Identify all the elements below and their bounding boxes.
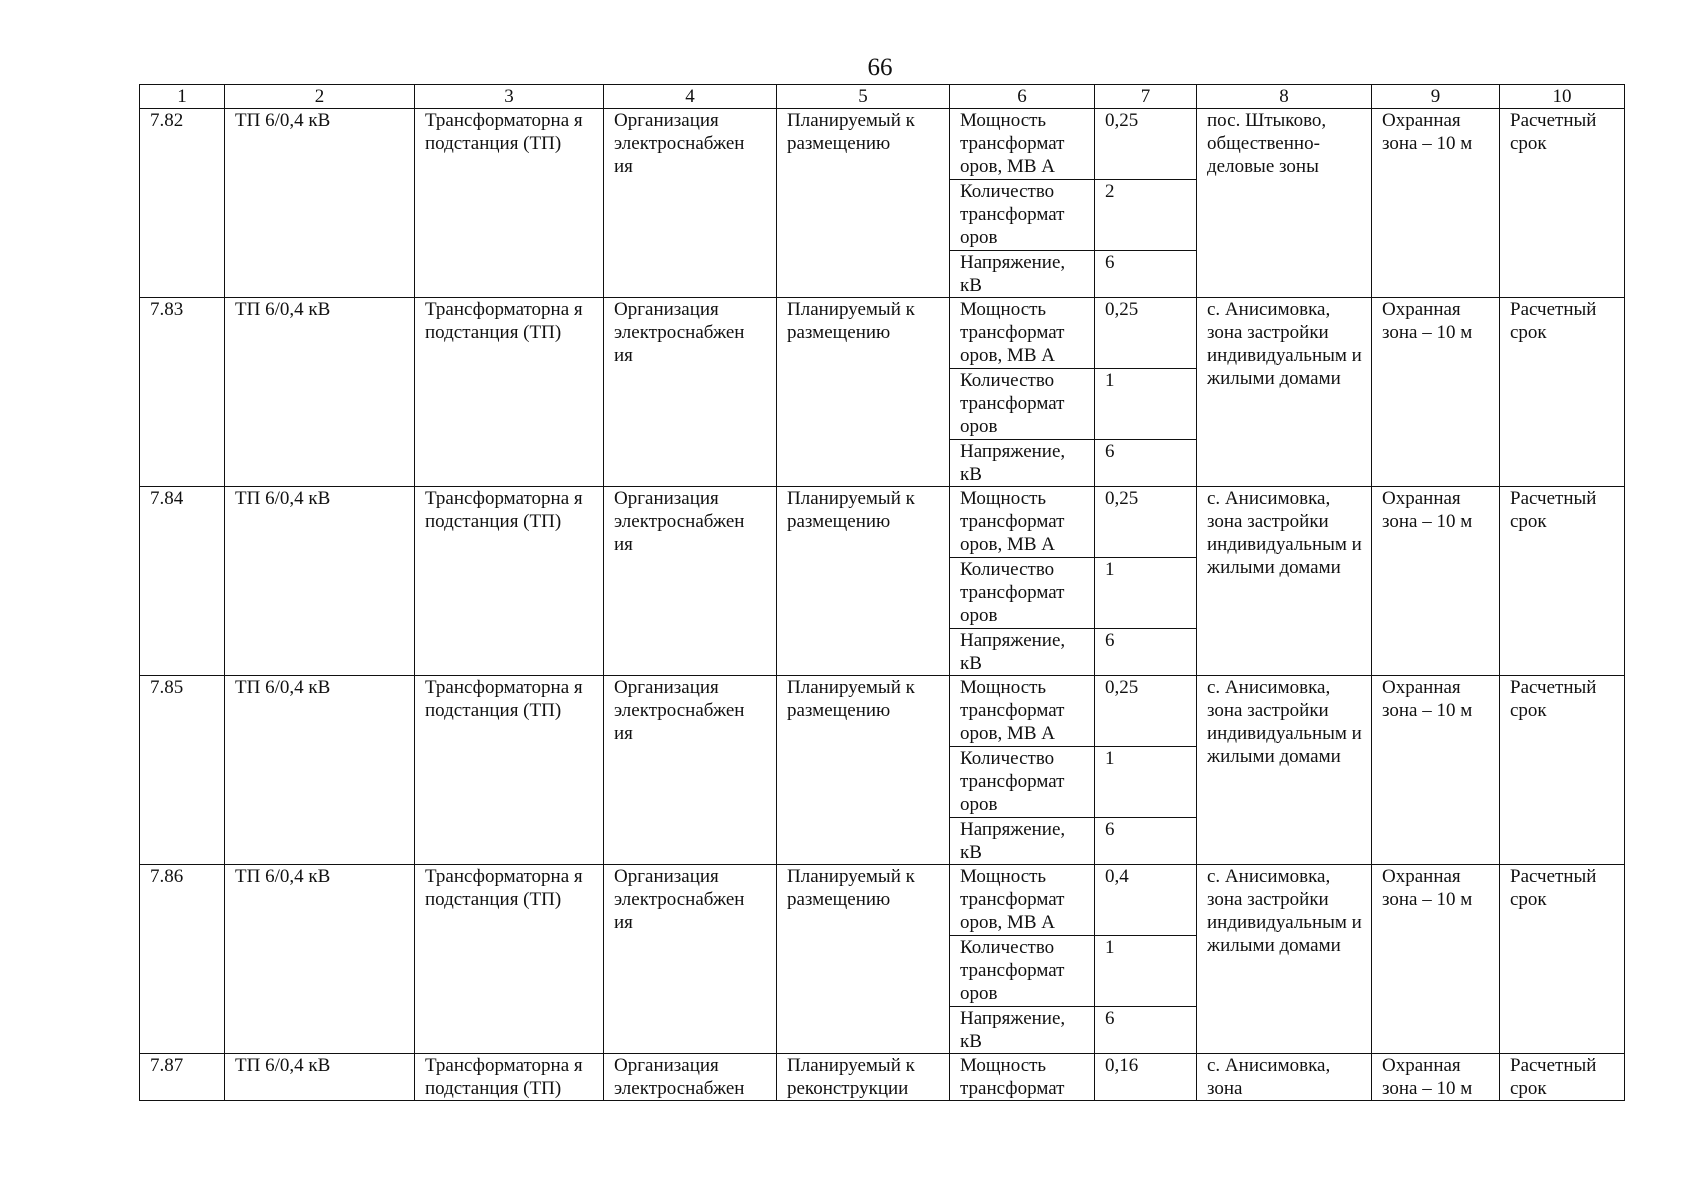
column-number: 1 xyxy=(140,85,225,109)
parameter-name: Количество трансформат оров xyxy=(950,369,1095,440)
parameter-value: 6 xyxy=(1095,818,1197,865)
page-number: 66 xyxy=(867,54,893,81)
parameter-name: Мощность трансформат оров, МВ А xyxy=(950,865,1095,936)
row-number: 7.83 xyxy=(140,298,225,487)
table-row xyxy=(140,676,1625,747)
parameter-value: 6 xyxy=(1095,1007,1197,1054)
object-name: ТП 6/0,4 кВ xyxy=(225,298,415,487)
parameter-value: 2 xyxy=(1095,180,1197,251)
parameter-name: Мощность трансформат оров, МВ А xyxy=(950,109,1095,180)
protection-zone: Охранная зона – 10 м xyxy=(1372,298,1500,487)
location: с. Анисимовка, зона застройки индивидуальным и жилыми домами xyxy=(1197,865,1372,1054)
protection-zone: Охранная зона – 10 м xyxy=(1372,1054,1500,1101)
object-name: ТП 6/0,4 кВ xyxy=(225,487,415,676)
row-number: 7.85 xyxy=(140,676,225,865)
object-name: ТП 6/0,4 кВ xyxy=(225,1054,415,1101)
parameter-name: Мощность трансформат xyxy=(950,1054,1095,1101)
row-number: 7.86 xyxy=(140,865,225,1054)
column-number: 8 xyxy=(1197,85,1372,109)
object-purpose: Организация электроснабжен ия xyxy=(604,487,777,676)
parameter-name: Напряжение, кВ xyxy=(950,818,1095,865)
column-number: 4 xyxy=(604,85,777,109)
object-name: ТП 6/0,4 кВ xyxy=(225,676,415,865)
object-name: ТП 6/0,4 кВ xyxy=(225,109,415,298)
object-purpose: Организация электроснабжен ия xyxy=(604,298,777,487)
implementation-term: Расчетный срок xyxy=(1500,298,1625,487)
parameter-name: Напряжение, кВ xyxy=(950,629,1095,676)
parameter-value: 0,25 xyxy=(1095,109,1197,180)
object-status: Планируемый к размещению xyxy=(777,676,950,865)
location: с. Анисимовка, зона застройки индивидуальным и жилыми домами xyxy=(1197,298,1372,487)
location: с. Анисимовка, зона застройки индивидуальным и жилыми домами xyxy=(1197,676,1372,865)
object-type: Трансформаторна я подстанция (ТП) xyxy=(415,1054,604,1101)
object-type: Трансформаторна я подстанция (ТП) xyxy=(415,865,604,1054)
parameter-value: 0,25 xyxy=(1095,676,1197,747)
protection-zone: Охранная зона – 10 м xyxy=(1372,676,1500,865)
implementation-term: Расчетный срок xyxy=(1500,676,1625,865)
implementation-term: Расчетный срок xyxy=(1500,487,1625,676)
row-number: 7.84 xyxy=(140,487,225,676)
parameter-name: Количество трансформат оров xyxy=(950,747,1095,818)
parameter-value: 6 xyxy=(1095,629,1197,676)
parameter-name: Напряжение, кВ xyxy=(950,251,1095,298)
table-row xyxy=(140,865,1625,936)
parameter-name: Мощность трансформат оров, МВ А xyxy=(950,487,1095,558)
parameter-value: 0,16 xyxy=(1095,1054,1197,1101)
parameter-value: 0,25 xyxy=(1095,487,1197,558)
row-number: 7.82 xyxy=(140,109,225,298)
table-row xyxy=(140,1054,1625,1101)
object-name: ТП 6/0,4 кВ xyxy=(225,865,415,1054)
parameter-name: Мощность трансформат оров, МВ А xyxy=(950,298,1095,369)
column-number: 7 xyxy=(1095,85,1197,109)
implementation-term: Расчетный срок xyxy=(1500,109,1625,298)
parameter-name: Напряжение, кВ xyxy=(950,440,1095,487)
implementation-term: Расчетный срок xyxy=(1500,1054,1625,1101)
parameter-name: Количество трансформат оров xyxy=(950,180,1095,251)
protection-zone: Охранная зона – 10 м xyxy=(1372,109,1500,298)
column-number: 6 xyxy=(950,85,1095,109)
planning-table xyxy=(139,84,1625,1101)
parameter-name: Мощность трансформат оров, МВ А xyxy=(950,676,1095,747)
parameter-name: Количество трансформат оров xyxy=(950,558,1095,629)
parameter-value: 6 xyxy=(1095,251,1197,298)
protection-zone: Охранная зона – 10 м xyxy=(1372,865,1500,1054)
parameter-value: 6 xyxy=(1095,440,1197,487)
object-status: Планируемый к размещению xyxy=(777,487,950,676)
object-purpose: Организация электроснабжен ия xyxy=(604,865,777,1054)
parameter-name: Количество трансформат оров xyxy=(950,936,1095,1007)
object-purpose: Организация электроснабжен ия xyxy=(604,676,777,865)
implementation-term: Расчетный срок xyxy=(1500,865,1625,1054)
parameter-value: 0,25 xyxy=(1095,298,1197,369)
location: с. Анисимовка, зона застройки индивидуальным и жилыми домами xyxy=(1197,487,1372,676)
object-status: Планируемый к размещению xyxy=(777,865,950,1054)
table-body xyxy=(140,85,1625,1101)
object-purpose: Организация электроснабжен ия xyxy=(604,109,777,298)
column-number: 2 xyxy=(225,85,415,109)
parameter-value: 1 xyxy=(1095,747,1197,818)
table-row xyxy=(140,109,1625,180)
object-purpose: Организация электроснабжен xyxy=(604,1054,777,1101)
parameter-value: 1 xyxy=(1095,369,1197,440)
object-status: Планируемый к размещению xyxy=(777,298,950,487)
object-type: Трансформаторна я подстанция (ТП) xyxy=(415,109,604,298)
table-row xyxy=(140,487,1625,558)
column-number-row xyxy=(140,85,1625,109)
column-number: 9 xyxy=(1372,85,1500,109)
object-type: Трансформаторна я подстанция (ТП) xyxy=(415,487,604,676)
row-number: 7.87 xyxy=(140,1054,225,1101)
parameter-value: 1 xyxy=(1095,936,1197,1007)
parameter-name: Напряжение, кВ xyxy=(950,1007,1095,1054)
column-number: 10 xyxy=(1500,85,1625,109)
parameter-value: 0,4 xyxy=(1095,865,1197,936)
location: пос. Штыково, общественно- деловые зоны xyxy=(1197,109,1372,298)
table-row xyxy=(140,298,1625,369)
column-number: 3 xyxy=(415,85,604,109)
object-status: Планируемый к размещению xyxy=(777,109,950,298)
object-type: Трансформаторна я подстанция (ТП) xyxy=(415,298,604,487)
protection-zone: Охранная зона – 10 м xyxy=(1372,487,1500,676)
location: с. Анисимовка, зона xyxy=(1197,1054,1372,1101)
object-type: Трансформаторна я подстанция (ТП) xyxy=(415,676,604,865)
object-status: Планируемый к реконструкции xyxy=(777,1054,950,1101)
column-number: 5 xyxy=(777,85,950,109)
parameter-value: 1 xyxy=(1095,558,1197,629)
